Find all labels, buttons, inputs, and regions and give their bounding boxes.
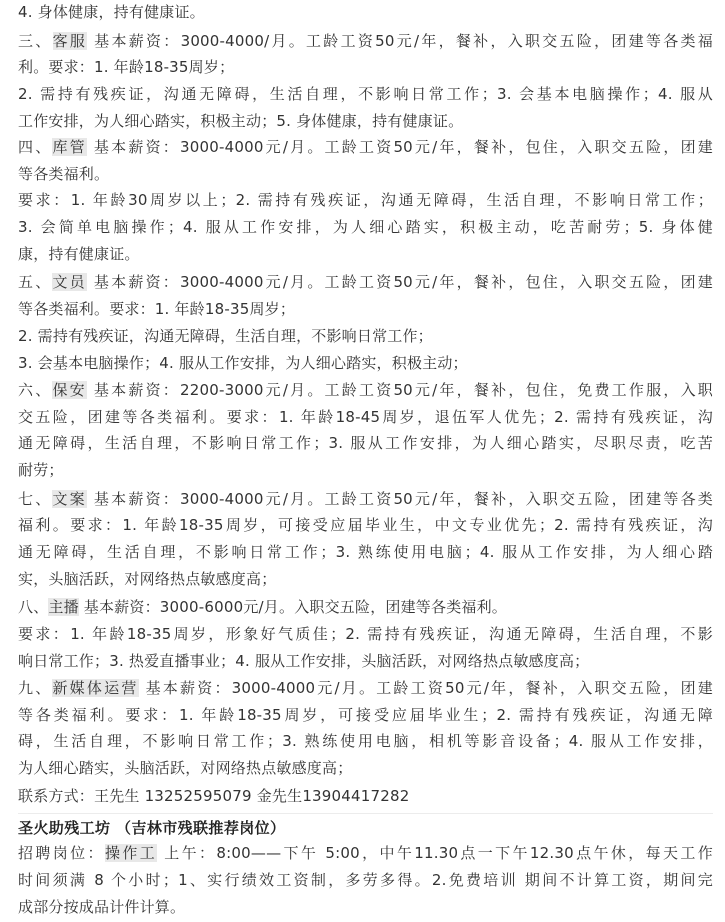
text-line: 实，头脑活跃，对网络热点敏感度高； (18, 570, 277, 588)
job-title-highlight: 库管 (52, 138, 87, 156)
text-line: 响日常工作；3. 热爱直播事业；4. 服从工作安排，头脑活跃，对网络热点敏感度高； (18, 652, 590, 670)
text-line: 耐劳； (18, 461, 64, 479)
section-divider (18, 813, 713, 814)
job-title-highlight: 操作工 (104, 844, 158, 862)
text-line: 工作安排，为人细心踏实，积极主动；5. 身体健康，持有健康证。 (18, 112, 464, 130)
job-title-highlight: 客服 (52, 32, 88, 50)
job-title-highlight: 主播 (48, 598, 79, 616)
job-heading-line: 七、文案 基本薪资：3000-4000元/月。工龄工资50元/年，餐补，入职交五险，团建等各类 (18, 490, 713, 508)
text-line: 康，持有健康证。 (18, 245, 140, 263)
job-heading-line: 招聘岗位：操作工 上午：8:00——下午 5:00，中午11.30点一下午12.30点午休，每天工作 (18, 844, 713, 862)
job-heading-line: 四、库管 基本薪资：3000-4000元/月。工龄工资50元/年，餐补，包住，入职交五险，团建 (18, 138, 713, 156)
job-heading-line: 六、保安 基本薪资：2200-3000元/月。工龄工资50元/年，餐补，包住，免费工作服，入职 (18, 381, 713, 399)
text-line: 要求：1. 年龄18-35周岁，形象好气质佳；2. 需持有残疾证，沟通无障碍，生活自理，不影 (18, 625, 713, 643)
job-heading-line: 五、文员 基本薪资：3000-4000元/月。工龄工资50元/年，餐补，包住，入职交五险，团建 (18, 273, 713, 291)
text-line: 成部分按成品计件计算。 (18, 898, 186, 916)
text-line: 交五险，团建等各类福利。要求：1. 年龄18-45周岁，退伍军人优先；2. 需持有残疾证，沟 (18, 408, 713, 426)
text-line: 3. 会简单电脑操作；4. 服从工作安排，为人细心踏实，积极主动，吃苦耐劳；5. 身体健 (18, 218, 713, 236)
contact-info: 联系方式：王先生 13252595079 金先生13904417282 (18, 787, 410, 805)
job-title-highlight: 保安 (52, 381, 87, 399)
job-title-highlight: 文员 (52, 273, 87, 291)
text-line: 4. 身体健康，持有健康证。 (18, 3, 205, 21)
job-heading-line: 八、主播 基本薪资：3000-6000元/月。入职交五险，团建等各类福利。 (18, 598, 507, 616)
text-line: 要求：1. 年龄30周岁以上；2. 需持有残疾证，沟通无障碍，生活自理，不影响日常工作； (18, 191, 713, 209)
text-line: 福利。要求：1. 年龄18-35周岁，可接受应届毕业生，中文专业优先；2. 需持有残疾证，沟 (18, 516, 713, 534)
text-line: 利。要求：1. 年龄18-35周岁； (18, 58, 235, 76)
text-line: 等各类福利。 (18, 165, 110, 183)
job-heading-line: 九、新媒体运营 基本薪资：3000-4000元/月。工龄工资50元/年，餐补，入职交五险，团建 (18, 679, 713, 697)
text-line: 3. 会基本电脑操作；4. 服从工作安排，为人细心踏实，积极主动； (18, 354, 468, 372)
text-line: 时间须满 8 个小时；1、实行绩效工资制，多劳多得。2.免费培训 期间不计算工资，期间完 (18, 871, 713, 889)
job-title-highlight: 新媒体运营 (52, 679, 139, 697)
job-title-highlight: 文案 (52, 490, 87, 508)
job-heading-line: 三、客服 基本薪资：3000-4000/月。工龄工资50元/年，餐补，入职交五险，团建等各类福 (18, 32, 713, 50)
text-line: 通无障碍，生活自理，不影响日常工作；3. 服从工作安排，为人细心踏实，尽职尽责，吃苦 (18, 434, 713, 452)
text-line: 等各类福利。要求：1. 年龄18-35周岁； (18, 300, 296, 318)
text-line: 为人细心踏实，头脑活跃，对网络热点敏感度高； (18, 759, 353, 777)
text-line: 2. 需持有残疾证，沟通无障碍，生活自理，不影响日常工作；3. 会基本电脑操作；4. 服从 (18, 85, 713, 103)
text-line: 2. 需持有残疾证，沟通无障碍，生活自理，不影响日常工作； (18, 327, 433, 345)
text-line: 碍，生活自理，不影响日常工作；3. 熟练使用电脑，相机等影音设备；4. 服从工作安排， (18, 732, 713, 750)
text-line: 通无障碍，生活自理，不影响日常工作；3. 熟练使用电脑；4. 服从工作安排，为人细心踏 (18, 543, 713, 561)
text-line: 等各类福利。要求：1. 年龄18-35周岁，可接受应届毕业生；2. 需持有残疾证，沟通无障 (18, 706, 713, 724)
section-heading: 圣火助残工坊 （吉林市残联推荐岗位） (18, 819, 286, 837)
